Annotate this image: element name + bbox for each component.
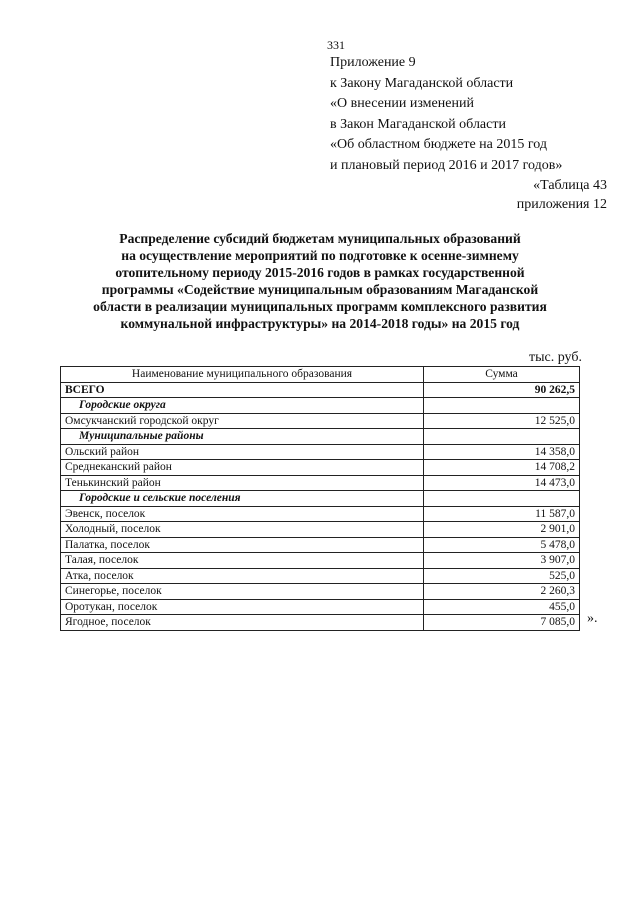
row-sum: 2 901,0	[424, 522, 580, 538]
table-row	[61, 444, 580, 460]
table-row	[61, 599, 580, 615]
units-label: тыс. руб.	[529, 350, 582, 365]
subsidy-table	[60, 366, 580, 631]
table-row	[61, 584, 580, 600]
row-sum: 7 085,0	[424, 615, 580, 631]
table-row	[61, 568, 580, 584]
table-row	[61, 537, 580, 553]
appendix-line: в Закон Магаданской области	[330, 116, 506, 132]
table-reference	[517, 176, 607, 214]
table-row	[61, 615, 580, 631]
row-sum: 11 587,0	[424, 506, 580, 522]
row-name: Оротукан, поселок	[61, 599, 424, 615]
table-ref-line: приложения 12	[516, 197, 607, 212]
row-sum: 14 708,2	[424, 460, 580, 476]
table-row	[61, 522, 580, 538]
appendix-reference	[330, 53, 562, 176]
group-title: Городские и сельские поселения	[61, 491, 424, 507]
header-sum: Сумма	[424, 367, 580, 383]
appendix-line: и плановый период 2016 и 2017 годов»	[330, 157, 563, 173]
row-sum: 455,0	[424, 599, 580, 615]
row-name: Холодный, поселок	[61, 522, 424, 538]
total-label: ВСЕГО	[61, 382, 424, 398]
title-line: коммунальной инфраструктуры» на 2014-2018 годы» на 2015 год	[120, 316, 520, 331]
group-row	[61, 398, 580, 414]
row-name: Ольский район	[61, 444, 424, 460]
group-sum-empty	[424, 491, 580, 507]
row-sum: 12 525,0	[424, 413, 580, 429]
closing-quote: ».	[587, 611, 598, 626]
table-row	[61, 413, 580, 429]
row-name: Синегорье, поселок	[61, 584, 424, 600]
document-title	[60, 230, 580, 332]
table-row	[61, 506, 580, 522]
title-line: Распределение субсидий бюджетам муниципальных образований	[119, 231, 521, 246]
group-sum-empty	[424, 429, 580, 445]
row-name: Тенькинский район	[61, 475, 424, 491]
title-line: отопительному периоду 2015-2016 годов в рамках государственной	[115, 265, 525, 280]
page-number: 331	[327, 38, 345, 52]
table-ref-line: «Таблица 43	[533, 178, 607, 193]
row-name: Талая, поселок	[61, 553, 424, 569]
appendix-line: к Закону Магаданской области	[330, 75, 514, 91]
group-title: Муниципальные районы	[61, 429, 424, 445]
row-name: Среднеканский район	[61, 460, 424, 476]
row-name: Палатка, поселок	[61, 537, 424, 553]
header-name: Наименование муниципального образования	[61, 367, 424, 383]
title-line: на осуществление мероприятий по подготовке к осенне-зимнему	[121, 248, 519, 263]
appendix-line: Приложение 9	[330, 55, 416, 70]
row-sum: 14 473,0	[424, 475, 580, 491]
title-line: программы «Содействие муниципальным образованиям Магаданской	[101, 282, 539, 297]
total-sum: 90 262,5	[424, 382, 580, 398]
title-line: области в реализации муниципальных программ комплексного развития	[93, 299, 547, 314]
group-row	[61, 491, 580, 507]
appendix-line: «О внесении изменений	[330, 96, 474, 111]
row-name: Атка, поселок	[61, 568, 424, 584]
row-sum: 14 358,0	[424, 444, 580, 460]
row-sum: 2 260,3	[424, 584, 580, 600]
table-row	[61, 460, 580, 476]
group-row	[61, 429, 580, 445]
table-header-row	[61, 367, 580, 383]
group-title: Городские округа	[61, 398, 424, 414]
row-name: Омсукчанский городской округ	[61, 413, 424, 429]
group-sum-empty	[424, 398, 580, 414]
table-row	[61, 553, 580, 569]
row-name: Эвенск, поселок	[61, 506, 424, 522]
row-sum: 3 907,0	[424, 553, 580, 569]
table-row	[61, 475, 580, 491]
row-sum: 525,0	[424, 568, 580, 584]
total-row	[61, 382, 580, 398]
row-sum: 5 478,0	[424, 537, 580, 553]
row-name: Ягодное, поселок	[61, 615, 424, 631]
appendix-line: «Об областном бюджете на 2015 год	[330, 137, 547, 152]
